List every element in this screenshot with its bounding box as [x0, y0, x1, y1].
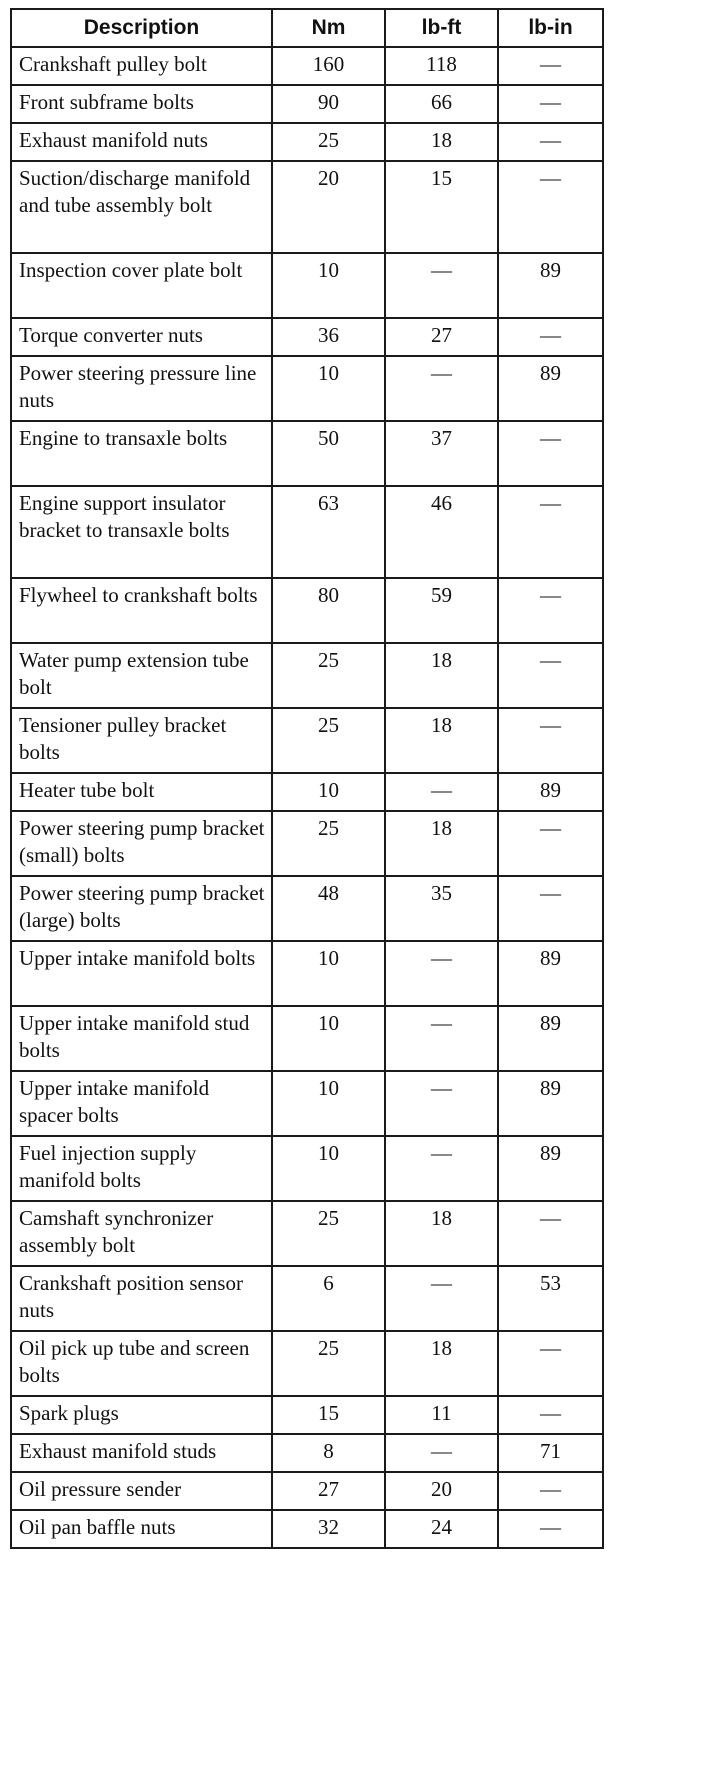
cell-lb-in: 89: [498, 356, 603, 421]
cell-description: Exhaust manifold nuts: [11, 123, 272, 161]
cell-nm: 48: [272, 876, 385, 941]
table-row: [11, 811, 603, 876]
cell-description: Heater tube bolt: [11, 773, 272, 811]
cell-description: Fuel injection supply manifold bolts: [11, 1136, 272, 1201]
table-row: [11, 123, 603, 161]
cell-nm: 36: [272, 318, 385, 356]
cell-lb-ft: —: [385, 253, 498, 318]
cell-lb-in: —: [498, 1472, 603, 1510]
cell-lb-in: —: [498, 811, 603, 876]
cell-nm: 20: [272, 161, 385, 253]
cell-lb-in: —: [498, 1510, 603, 1548]
cell-nm: 25: [272, 811, 385, 876]
cell-lb-ft: —: [385, 1071, 498, 1136]
cell-lb-ft: —: [385, 941, 498, 1006]
cell-lb-ft: 24: [385, 1510, 498, 1548]
cell-lb-in: 89: [498, 1136, 603, 1201]
cell-nm: 10: [272, 1071, 385, 1136]
cell-nm: 160: [272, 47, 385, 85]
table-row: [11, 773, 603, 811]
torque-spec-table: [10, 8, 604, 1549]
cell-lb-in: —: [498, 1396, 603, 1434]
header-nm: Nm: [272, 9, 385, 47]
cell-lb-in: 89: [498, 253, 603, 318]
cell-nm: 8: [272, 1434, 385, 1472]
cell-nm: 90: [272, 85, 385, 123]
cell-description: Oil pressure sender: [11, 1472, 272, 1510]
cell-lb-ft: 27: [385, 318, 498, 356]
cell-lb-in: —: [498, 318, 603, 356]
cell-lb-ft: 118: [385, 47, 498, 85]
cell-description: Camshaft synchronizer assembly bolt: [11, 1201, 272, 1266]
table-row: [11, 1266, 603, 1331]
cell-lb-ft: —: [385, 773, 498, 811]
cell-description: Upper intake manifold stud bolts: [11, 1006, 272, 1071]
cell-nm: 25: [272, 123, 385, 161]
cell-description: Spark plugs: [11, 1396, 272, 1434]
header-description: Description: [11, 9, 272, 47]
cell-lb-ft: 11: [385, 1396, 498, 1434]
cell-lb-ft: —: [385, 1006, 498, 1071]
cell-description: Water pump extension tube bolt: [11, 643, 272, 708]
cell-nm: 63: [272, 486, 385, 578]
table-row: [11, 356, 603, 421]
cell-nm: 25: [272, 1201, 385, 1266]
cell-description: Tensioner pulley bracket bolts: [11, 708, 272, 773]
header-lb-ft: lb-ft: [385, 9, 498, 47]
cell-lb-ft: 46: [385, 486, 498, 578]
cell-lb-in: 89: [498, 941, 603, 1006]
cell-description: Flywheel to crankshaft bolts: [11, 578, 272, 643]
table-row: [11, 47, 603, 85]
table-row: [11, 253, 603, 318]
cell-lb-ft: 66: [385, 85, 498, 123]
cell-nm: 10: [272, 1006, 385, 1071]
header-lb-in: lb-in: [498, 9, 603, 47]
cell-lb-in: 89: [498, 1006, 603, 1071]
cell-description: Power steering pump bracket (large) bolts: [11, 876, 272, 941]
cell-nm: 15: [272, 1396, 385, 1434]
cell-nm: 10: [272, 253, 385, 318]
cell-lb-ft: 18: [385, 1201, 498, 1266]
cell-description: Oil pick up tube and screen bolts: [11, 1331, 272, 1396]
table-row: [11, 941, 603, 1006]
cell-nm: 10: [272, 1136, 385, 1201]
cell-lb-ft: 15: [385, 161, 498, 253]
cell-lb-ft: 18: [385, 1331, 498, 1396]
cell-lb-in: —: [498, 876, 603, 941]
cell-description: Suction/discharge manifold and tube assembly bolt: [11, 161, 272, 253]
cell-lb-in: —: [498, 643, 603, 708]
table-row: [11, 708, 603, 773]
cell-lb-in: 53: [498, 1266, 603, 1331]
cell-lb-in: —: [498, 85, 603, 123]
cell-lb-in: —: [498, 123, 603, 161]
cell-lb-ft: 59: [385, 578, 498, 643]
cell-description: Torque converter nuts: [11, 318, 272, 356]
cell-nm: 32: [272, 1510, 385, 1548]
cell-lb-ft: 35: [385, 876, 498, 941]
cell-lb-ft: —: [385, 1266, 498, 1331]
table-row: [11, 161, 603, 253]
cell-nm: 10: [272, 356, 385, 421]
cell-nm: 6: [272, 1266, 385, 1331]
table-row: [11, 1510, 603, 1548]
cell-description: Inspection cover plate bolt: [11, 253, 272, 318]
cell-lb-in: —: [498, 578, 603, 643]
cell-description: Power steering pressure line nuts: [11, 356, 272, 421]
cell-lb-in: —: [498, 708, 603, 773]
table-row: [11, 1071, 603, 1136]
cell-lb-ft: —: [385, 356, 498, 421]
cell-description: Front subframe bolts: [11, 85, 272, 123]
cell-description: Power steering pump bracket (small) bolts: [11, 811, 272, 876]
cell-nm: 80: [272, 578, 385, 643]
cell-lb-ft: —: [385, 1136, 498, 1201]
cell-nm: 25: [272, 1331, 385, 1396]
cell-lb-in: 71: [498, 1434, 603, 1472]
cell-description: Engine to transaxle bolts: [11, 421, 272, 486]
cell-lb-in: —: [498, 1201, 603, 1266]
table-row: [11, 1434, 603, 1472]
table-row: [11, 1136, 603, 1201]
cell-nm: 25: [272, 708, 385, 773]
table-row: [11, 318, 603, 356]
cell-lb-in: —: [498, 421, 603, 486]
cell-lb-ft: 18: [385, 811, 498, 876]
table-row: [11, 1201, 603, 1266]
table-row: [11, 486, 603, 578]
header-row: [11, 9, 603, 47]
cell-description: Upper intake manifold spacer bolts: [11, 1071, 272, 1136]
table-row: [11, 1331, 603, 1396]
table-row: [11, 876, 603, 941]
cell-description: Crankshaft pulley bolt: [11, 47, 272, 85]
table-body: [11, 47, 603, 1548]
cell-lb-ft: 20: [385, 1472, 498, 1510]
cell-lb-in: —: [498, 1331, 603, 1396]
cell-description: Engine support insulator bracket to transaxle bolts: [11, 486, 272, 578]
cell-lb-ft: 18: [385, 643, 498, 708]
cell-lb-ft: —: [385, 1434, 498, 1472]
cell-lb-in: 89: [498, 773, 603, 811]
table-row: [11, 578, 603, 643]
cell-lb-ft: 37: [385, 421, 498, 486]
cell-description: Crankshaft position sensor nuts: [11, 1266, 272, 1331]
cell-nm: 10: [272, 941, 385, 1006]
cell-nm: 25: [272, 643, 385, 708]
table-row: [11, 85, 603, 123]
table-row: [11, 1472, 603, 1510]
table-row: [11, 643, 603, 708]
table-row: [11, 421, 603, 486]
cell-description: Exhaust manifold studs: [11, 1434, 272, 1472]
cell-nm: 50: [272, 421, 385, 486]
cell-nm: 27: [272, 1472, 385, 1510]
cell-lb-in: 89: [498, 1071, 603, 1136]
table-row: [11, 1396, 603, 1434]
cell-description: Upper intake manifold bolts: [11, 941, 272, 1006]
cell-lb-ft: 18: [385, 708, 498, 773]
table-header: [11, 9, 603, 47]
cell-lb-in: —: [498, 486, 603, 578]
cell-description: Oil pan baffle nuts: [11, 1510, 272, 1548]
cell-lb-in: —: [498, 47, 603, 85]
cell-lb-in: —: [498, 161, 603, 253]
cell-lb-ft: 18: [385, 123, 498, 161]
cell-nm: 10: [272, 773, 385, 811]
table-row: [11, 1006, 603, 1071]
